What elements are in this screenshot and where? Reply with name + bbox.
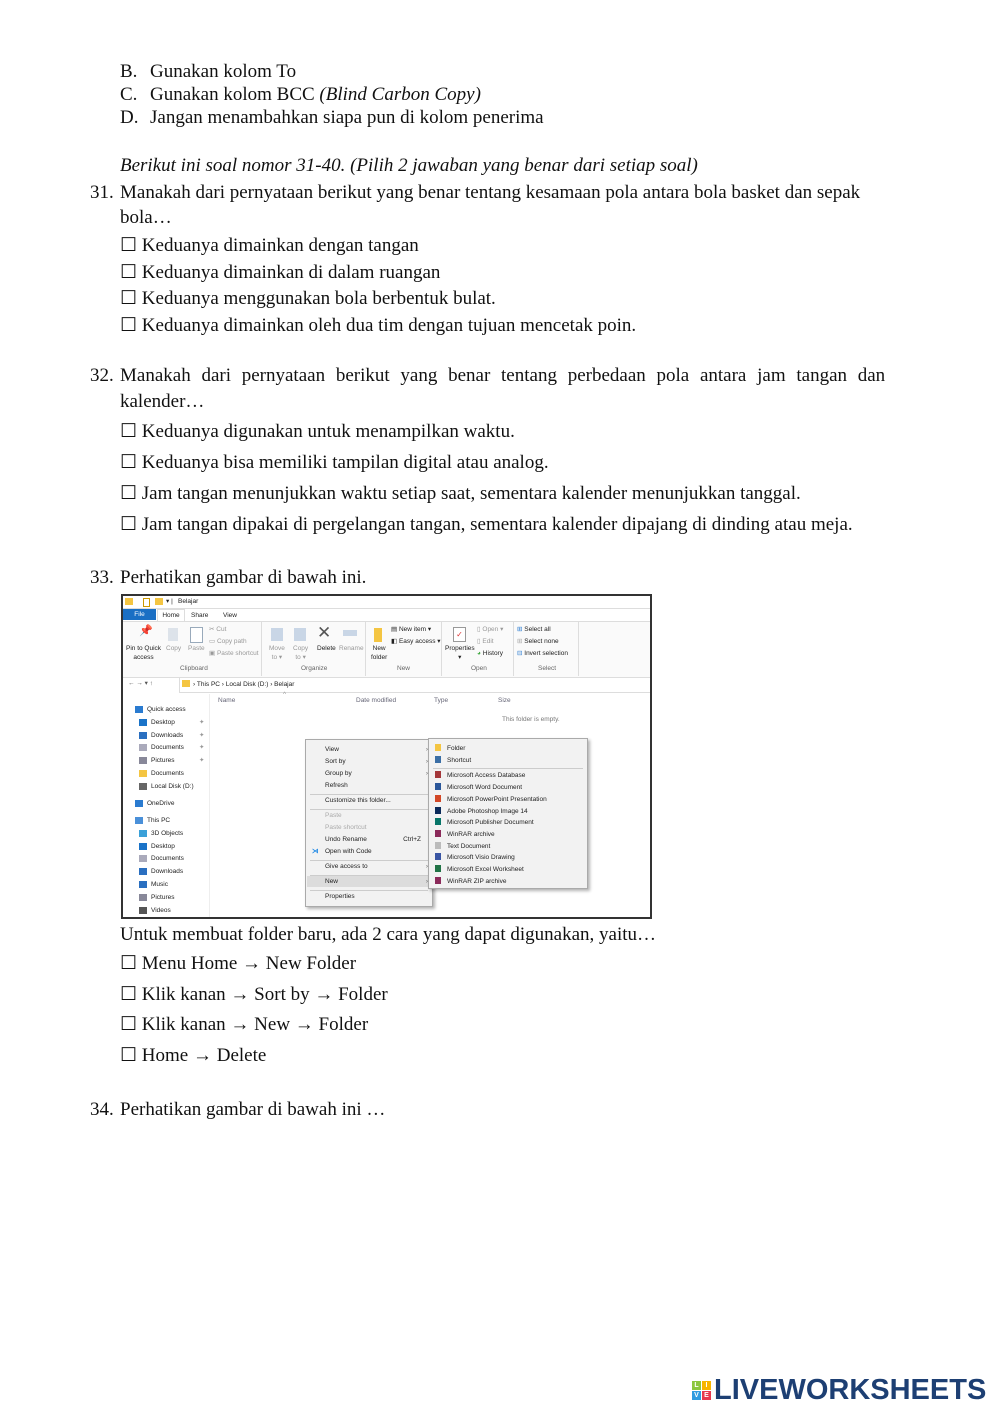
menu-item-shortcut: Ctrl+Z <box>403 836 421 843</box>
pin-icon: ✦ <box>199 732 205 739</box>
menu-item-label: WinRAR ZIP archive <box>447 877 507 885</box>
sidebar-item-icon <box>139 881 147 888</box>
label: Open ▾ <box>482 626 504 633</box>
sidebar-item[interactable]: OneDrive <box>147 800 175 807</box>
logo-tile: V <box>692 1391 701 1400</box>
menu-item-label: Give access to <box>325 863 368 870</box>
new-folder-button[interactable] <box>371 644 387 662</box>
tab-file[interactable]: File <box>123 609 156 620</box>
label: Invert selection <box>524 650 568 657</box>
option-italic: (Blind Carbon Copy) <box>319 84 481 105</box>
sidebar-item-icon <box>139 757 147 764</box>
pin-icon: ✦ <box>199 757 205 764</box>
q32-number: 32. <box>90 365 114 386</box>
menu-item-sort-by[interactable] <box>307 756 431 767</box>
delete-button[interactable]: Delete <box>317 645 336 652</box>
file-type-icon <box>435 818 441 825</box>
menu-item-label: Refresh <box>325 782 348 789</box>
menu-item-label: Adobe Photoshop Image 14 <box>447 807 528 815</box>
move-to-icon <box>271 628 283 641</box>
file-type-icon <box>435 865 441 872</box>
logo-text: LIVEWORKSHEETS <box>714 1374 987 1406</box>
menu-item-label: Paste shortcut <box>325 824 367 831</box>
menu-item-label: Sort by <box>325 758 346 765</box>
sidebar-item[interactable]: Music <box>151 881 168 888</box>
breadcrumb[interactable]: › This PC › Local Disk (D:) › Belajar <box>193 681 295 688</box>
paste-shortcut-button[interactable]: ▣ Paste shortcut <box>209 650 259 657</box>
sidebar-item[interactable]: Videos <box>151 907 171 914</box>
context-menu <box>305 739 433 907</box>
file-explorer-screenshot <box>121 594 652 919</box>
paste-icon <box>190 627 203 643</box>
logo-tiles <box>692 1381 711 1400</box>
option-d-text: Jangan menambahkan siapa pun di kolom penerima <box>150 107 544 128</box>
select-none-button[interactable] <box>517 637 559 646</box>
properties-button[interactable]: Properties ▾ <box>445 645 475 661</box>
label: Edit <box>482 638 494 645</box>
sidebar-item[interactable]: Desktop <box>151 843 175 850</box>
menu-item-shortcut[interactable] <box>430 755 586 766</box>
copy-icon <box>168 628 178 641</box>
menu-item-group-by[interactable] <box>307 768 431 779</box>
folder-icon <box>125 598 133 605</box>
sidebar-item-icon <box>135 706 143 713</box>
label: to ▾ <box>271 654 283 661</box>
column-type[interactable]: Type <box>434 697 449 704</box>
q33-option[interactable]: ☐ Menu Home → New Folder <box>120 953 357 974</box>
q33-option[interactable]: ☐ Home → Delete <box>120 1045 267 1066</box>
menu-item-view[interactable] <box>307 744 431 755</box>
menu-item-label: Group by <box>325 770 352 777</box>
chevron-right-icon: › <box>425 863 428 870</box>
new-submenu <box>425 738 588 889</box>
sidebar-divider <box>209 694 210 917</box>
q31-question: Manakah dari pernyataan berikut yang benar tentang kesamaan pola antara bola basket dan sepak <box>120 182 861 203</box>
sidebar-item-icon <box>139 868 147 875</box>
menu-item-paste[interactable] <box>307 810 431 821</box>
file-type-icon <box>435 795 441 802</box>
sidebar-item[interactable]: Downloads <box>151 868 184 875</box>
file-type-icon <box>435 853 441 860</box>
group-label: Select <box>538 665 557 672</box>
menu-item-undo-rename[interactable] <box>307 834 431 845</box>
menu-item-label: Shortcut <box>447 756 472 764</box>
q34-question: Perhatikan gambar di bawah ini … <box>120 1099 386 1120</box>
file-type-icon <box>435 842 441 849</box>
window-title: Belajar <box>178 598 199 605</box>
q31-option[interactable]: ☐ Keduanya dimainkan oleh dua tim dengan tujuan mencetak poin. <box>120 315 637 336</box>
sidebar-item-icon <box>139 855 147 862</box>
menu-item-microsoft-publisher-document[interactable] <box>430 817 586 828</box>
q32-question-cont: kalender… <box>120 391 205 412</box>
menu-item-label: Folder <box>447 745 466 752</box>
cut-button[interactable]: ✂ Cut <box>209 626 227 633</box>
menu-item-adobe-photoshop-image-14[interactable] <box>430 806 586 817</box>
q31-option[interactable]: ☐ Keduanya dimainkan dengan tangan <box>120 235 419 256</box>
group-label: Organize <box>301 665 328 672</box>
edit-button[interactable]: ▯ Edit <box>477 638 494 645</box>
pin-quick-access-button[interactable] <box>126 644 161 662</box>
group-label: New <box>397 665 411 672</box>
sidebar-item-icon <box>139 894 147 901</box>
sidebar-item-icon <box>135 817 143 824</box>
sidebar-item-icon <box>139 719 147 726</box>
menu-item-label: Microsoft Access Database <box>447 772 526 780</box>
file-type-icon <box>435 877 441 884</box>
menu-item-new[interactable] <box>307 876 431 887</box>
sidebar-item[interactable]: Desktop <box>151 719 175 726</box>
file-type-icon <box>435 744 441 751</box>
folder-icon <box>155 598 163 605</box>
option-c-letter: C. <box>120 84 138 105</box>
menu-item-winrar-zip-archive[interactable] <box>430 876 586 887</box>
sidebar-item-icon <box>139 744 147 751</box>
menu-item-label: Customize this folder... <box>325 797 391 804</box>
option-d-letter: D. <box>120 107 139 128</box>
chevron-right-icon: › <box>425 878 428 885</box>
easy-access-button[interactable]: ◧ Easy access ▾ <box>391 638 441 645</box>
column-size[interactable]: Size <box>498 697 511 704</box>
q31-option[interactable]: ☐ Keduanya menggunakan bola berbentuk bulat. <box>120 288 496 309</box>
select-all-icon: ⊞ <box>517 626 523 633</box>
label: folder <box>371 654 388 661</box>
column-date-modified[interactable]: Date modified <box>356 697 397 704</box>
pin-icon: ✦ <box>199 744 205 751</box>
copy-path-button[interactable]: ▭ Copy path <box>209 638 247 645</box>
file-type-icon <box>435 783 441 790</box>
menu-item-winrar-archive[interactable] <box>430 829 586 840</box>
sidebar-item[interactable]: Pictures <box>151 894 175 901</box>
menu-item-label: View <box>325 746 339 753</box>
nav-buttons[interactable]: ← → ▾ ↑ <box>128 680 153 687</box>
sidebar-item[interactable]: Local Disk (D:) <box>151 783 194 790</box>
invert-selection-icon: ⊟ <box>517 650 523 657</box>
title-bar <box>123 596 650 609</box>
properties-icon <box>143 598 150 607</box>
option-b-text: Gunakan kolom To <box>150 61 297 82</box>
sidebar-item-icon <box>139 783 147 790</box>
pin-icon: ✦ <box>199 719 205 726</box>
pin-icon: 📌 <box>139 625 153 637</box>
menu-item-paste-shortcut[interactable] <box>307 822 431 833</box>
tab-view[interactable]: View <box>223 612 237 619</box>
file-type-icon <box>435 830 441 837</box>
sidebar-item[interactable]: Downloads <box>151 732 184 739</box>
menu-item-label: Paste <box>325 812 342 819</box>
menu-item-microsoft-access-database[interactable] <box>430 770 586 781</box>
q33-question: Perhatikan gambar di bawah ini. <box>120 567 367 588</box>
label: Select all <box>524 626 551 633</box>
label: Copy <box>293 645 309 652</box>
chevron-right-icon: › <box>425 758 428 765</box>
copy-to-button[interactable] <box>293 644 308 662</box>
select-none-icon: ⊞ <box>517 638 523 645</box>
menu-item-give-access-to[interactable] <box>307 861 431 872</box>
copy-to-icon <box>294 628 306 641</box>
menu-item-label: Microsoft Excel Worksheet <box>447 866 524 873</box>
delete-icon: ✕ <box>317 623 332 642</box>
group-label: Clipboard <box>180 665 208 672</box>
sidebar-item-icon <box>139 907 147 914</box>
menu-item-folder[interactable] <box>430 743 586 754</box>
group-label: Open <box>471 665 487 672</box>
menu-item-label: New <box>325 878 339 885</box>
label: Cut <box>216 626 227 633</box>
new-folder-icon <box>374 628 382 642</box>
label: access <box>133 654 154 661</box>
label: Select none <box>524 638 559 645</box>
option-text: Gunakan kolom BCC <box>150 84 320 105</box>
label: New <box>372 645 386 652</box>
logo-tile: I <box>702 1381 711 1390</box>
menu-item-label: Open with Code <box>325 848 372 855</box>
sidebar-item-icon <box>135 800 143 807</box>
label: Properties <box>445 645 475 652</box>
column-name[interactable]: Name <box>218 697 236 704</box>
q33-option[interactable]: ☐ Klik kanan → Sort by → Folder <box>120 984 388 1005</box>
folder-icon <box>182 680 190 687</box>
file-type-icon <box>435 771 441 778</box>
q31-option[interactable]: ☐ Keduanya dimainkan di dalam ruangan <box>120 262 441 283</box>
tab-share[interactable]: Share <box>191 612 209 619</box>
option-c-text <box>150 84 481 106</box>
history-button[interactable] <box>477 649 503 658</box>
open-button[interactable]: ▯ Open ▾ <box>477 626 504 633</box>
history-icon: ◕ <box>477 650 481 657</box>
option-letter: B. <box>120 61 138 82</box>
label: Move <box>269 645 285 652</box>
logo-tile: L <box>692 1381 701 1390</box>
breadcrumb-item[interactable]: Local Disk (D:) <box>225 681 269 688</box>
label: Paste shortcut <box>216 650 259 657</box>
paste-button[interactable]: Paste <box>188 645 205 652</box>
new-item-button[interactable]: ▤ New item ▾ <box>391 626 432 633</box>
menu-item-open-with-code[interactable] <box>307 846 431 857</box>
q32-option[interactable]: ☐ Jam tangan dipakai di pergelangan tangan, sementara kalender dipajang di dinding atau meja. <box>120 514 853 535</box>
menu-item-label: Microsoft Visio Drawing <box>447 854 515 862</box>
q33-prompt: Untuk membuat folder baru, ada 2 cara yang dapat digunakan, yaitu… <box>120 924 657 945</box>
q32-option[interactable]: ☐ Keduanya digunakan untuk menampilkan waktu. <box>120 421 515 442</box>
dropdown-icon[interactable]: ▾ | <box>166 598 173 605</box>
menu-item-microsoft-visio-drawing[interactable] <box>430 852 586 863</box>
q33-number: 33. <box>90 567 114 588</box>
q34-number: 34. <box>90 1099 114 1120</box>
vscode-icon: ⋊ <box>312 848 319 855</box>
sidebar-item-icon <box>139 830 147 837</box>
q33-option[interactable]: ☐ Klik kanan → New → Folder <box>120 1014 369 1035</box>
menu-item-label: Properties <box>325 893 355 900</box>
chevron-right-icon: › <box>425 746 428 753</box>
menu-item-customize-this-folder[interactable] <box>307 795 431 806</box>
label: to ▾ <box>295 654 306 661</box>
breadcrumb-item[interactable]: Belajar <box>274 681 295 688</box>
q32-question: Manakah dari pernyataan berikut yang benar tentang perbedaan pola antara jam tangan dan <box>120 365 886 386</box>
sidebar-item-icon <box>139 732 147 739</box>
sidebar-item-icon <box>139 770 147 777</box>
liveworksheets-logo <box>692 1374 986 1407</box>
sidebar-item[interactable]: Documents <box>151 770 184 777</box>
logo-tile: E <box>702 1391 711 1400</box>
invert-selection-button[interactable] <box>517 649 568 658</box>
menu-item-refresh[interactable] <box>307 780 431 791</box>
menu-item-text-document[interactable] <box>430 841 586 852</box>
menu-item-label: WinRAR archive <box>447 830 495 838</box>
sidebar-item[interactable]: Documents <box>151 744 184 751</box>
q32-option[interactable]: ☐ Keduanya bisa memiliki tampilan digital atau analog. <box>120 452 549 473</box>
menu-item-microsoft-excel-worksheet[interactable] <box>430 864 586 875</box>
q31-number: 31. <box>90 182 114 203</box>
copy-button[interactable]: Copy <box>166 645 182 652</box>
properties-icon: ✓ <box>453 627 466 642</box>
sidebar-item[interactable]: This PC <box>147 817 171 824</box>
label: New item ▾ <box>398 626 432 633</box>
rename-icon <box>343 630 357 636</box>
q31-question-cont: bola… <box>120 207 172 228</box>
menu-item-label: Undo Rename <box>325 836 367 843</box>
menu-item-microsoft-word-document[interactable] <box>430 782 586 793</box>
label: Easy access ▾ <box>398 638 441 645</box>
file-type-icon <box>435 756 441 763</box>
menu-item-label: Text Document <box>447 842 491 850</box>
q32-option[interactable]: ☐ Jam tangan menunjukkan waktu setiap saat, sementara kalender menunjukkan tanggal. <box>120 483 801 504</box>
tab-home[interactable]: Home <box>157 609 185 621</box>
menu-item-label: Microsoft Word Document <box>447 784 523 792</box>
sidebar-item[interactable]: Pictures <box>151 757 175 764</box>
sidebar-item-icon <box>139 843 147 850</box>
chevron-right-icon: › <box>425 770 428 777</box>
file-type-icon <box>435 807 441 814</box>
label: History <box>482 650 503 657</box>
instruction: Berikut ini soal nomor 31-40. (Pilih 2 jawaban yang benar dari setiap soal) <box>120 155 698 176</box>
label: Pin to Quick <box>126 645 162 652</box>
option-b <box>120 61 137 83</box>
menu-separator <box>433 768 583 769</box>
menu-item-label: Microsoft Publisher Document <box>447 819 534 827</box>
rename-button[interactable]: Rename <box>339 645 364 652</box>
select-all-button[interactable] <box>517 625 551 634</box>
menu-item-microsoft-powerpoint-presentation[interactable] <box>430 794 586 805</box>
sidebar-item[interactable]: 3D Objects <box>151 830 184 837</box>
sidebar-item[interactable]: Quick access <box>147 706 186 713</box>
label: Copy path <box>216 638 247 645</box>
move-to-button[interactable] <box>269 644 285 662</box>
breadcrumb-item[interactable]: This PC <box>196 681 220 688</box>
empty-folder-message: This folder is empty. <box>502 716 560 723</box>
menu-item-label: Microsoft PowerPoint Presentation <box>447 795 547 803</box>
menu-item-properties[interactable] <box>307 891 431 902</box>
sidebar-item[interactable]: Documents <box>151 855 184 862</box>
sort-arrow-icon: ^ <box>283 691 287 698</box>
